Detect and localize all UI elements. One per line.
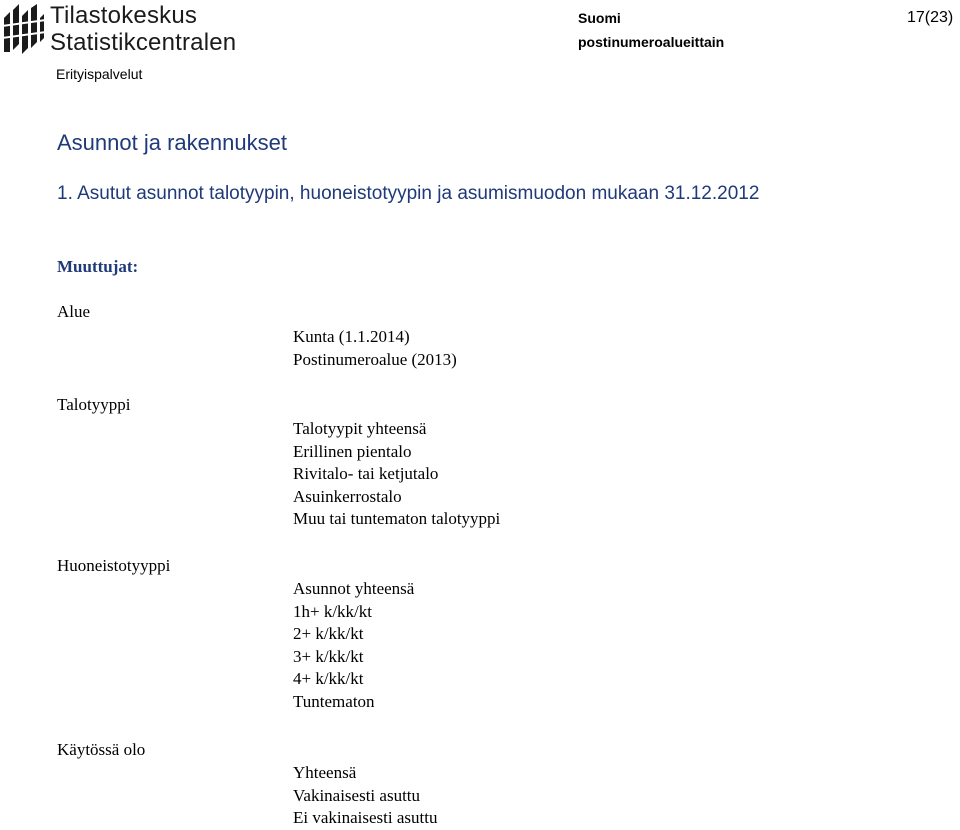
variable-value: Asuinkerrostalo <box>293 486 402 506</box>
variable-values-talotyyppi <box>293 418 500 531</box>
variable-value: Kunta (1.1.2014) <box>293 327 410 346</box>
variable-name-kaytossa-olo: Käytössä olo <box>57 740 146 759</box>
variable-value: Yhteensä <box>293 763 357 782</box>
variable-name-talotyyppi: Talotyyppi <box>57 395 131 414</box>
variable-value: Talotyypit yhteensä <box>293 419 427 438</box>
variable-name-alue: Alue <box>57 302 91 321</box>
header-subtitle: postinumeroalueittain <box>578 34 725 50</box>
section-title: Asunnot ja rakennukset <box>57 130 287 155</box>
logo-mark-icon <box>2 4 46 56</box>
variable-value: 2+ k/kk/kt <box>293 624 364 643</box>
variable-value: 3+ k/kk/kt <box>293 646 364 666</box>
header-region: Suomi <box>578 10 621 26</box>
variable-value: Asunnot yhteensä <box>293 579 415 598</box>
variable-values-huoneistotyyppi <box>293 578 414 713</box>
variable-value: Muu tai tuntematon talotyyppi <box>293 509 501 528</box>
variable-value: Erillinen pientalo <box>293 441 412 461</box>
variable-value: 1h+ k/kk/kt <box>293 601 373 621</box>
table-title: 1. Asutut asunnot talotyypin, huoneistotyypin ja asumismuodon mukaan 31.12.2012 <box>57 183 760 204</box>
tilastokeskus-logo <box>2 4 252 56</box>
logo-name-finnish: Tilastokeskus <box>50 2 198 29</box>
variables-heading: Muuttujat: <box>57 257 139 276</box>
variable-value: Tuntematon <box>293 691 375 711</box>
variable-name-huoneistotyyppi: Huoneistotyyppi <box>57 556 171 575</box>
variable-values-alue <box>293 326 457 371</box>
variable-value: Postinumeroalue (2013) <box>293 349 457 369</box>
variable-values-kaytossa-olo <box>293 762 437 830</box>
variable-value: 4+ k/kk/kt <box>293 669 364 688</box>
variable-value: Rivitalo- tai ketjutalo <box>293 464 439 483</box>
variable-value: Vakinaisesti asuttu <box>293 785 421 805</box>
logo-name-swedish: Statistikcentralen <box>50 29 237 56</box>
page-number: 17(23) <box>907 9 954 26</box>
variable-value: Ei vakinaisesti asuttu <box>293 808 438 827</box>
department-label: Erityispalvelut <box>56 66 143 82</box>
